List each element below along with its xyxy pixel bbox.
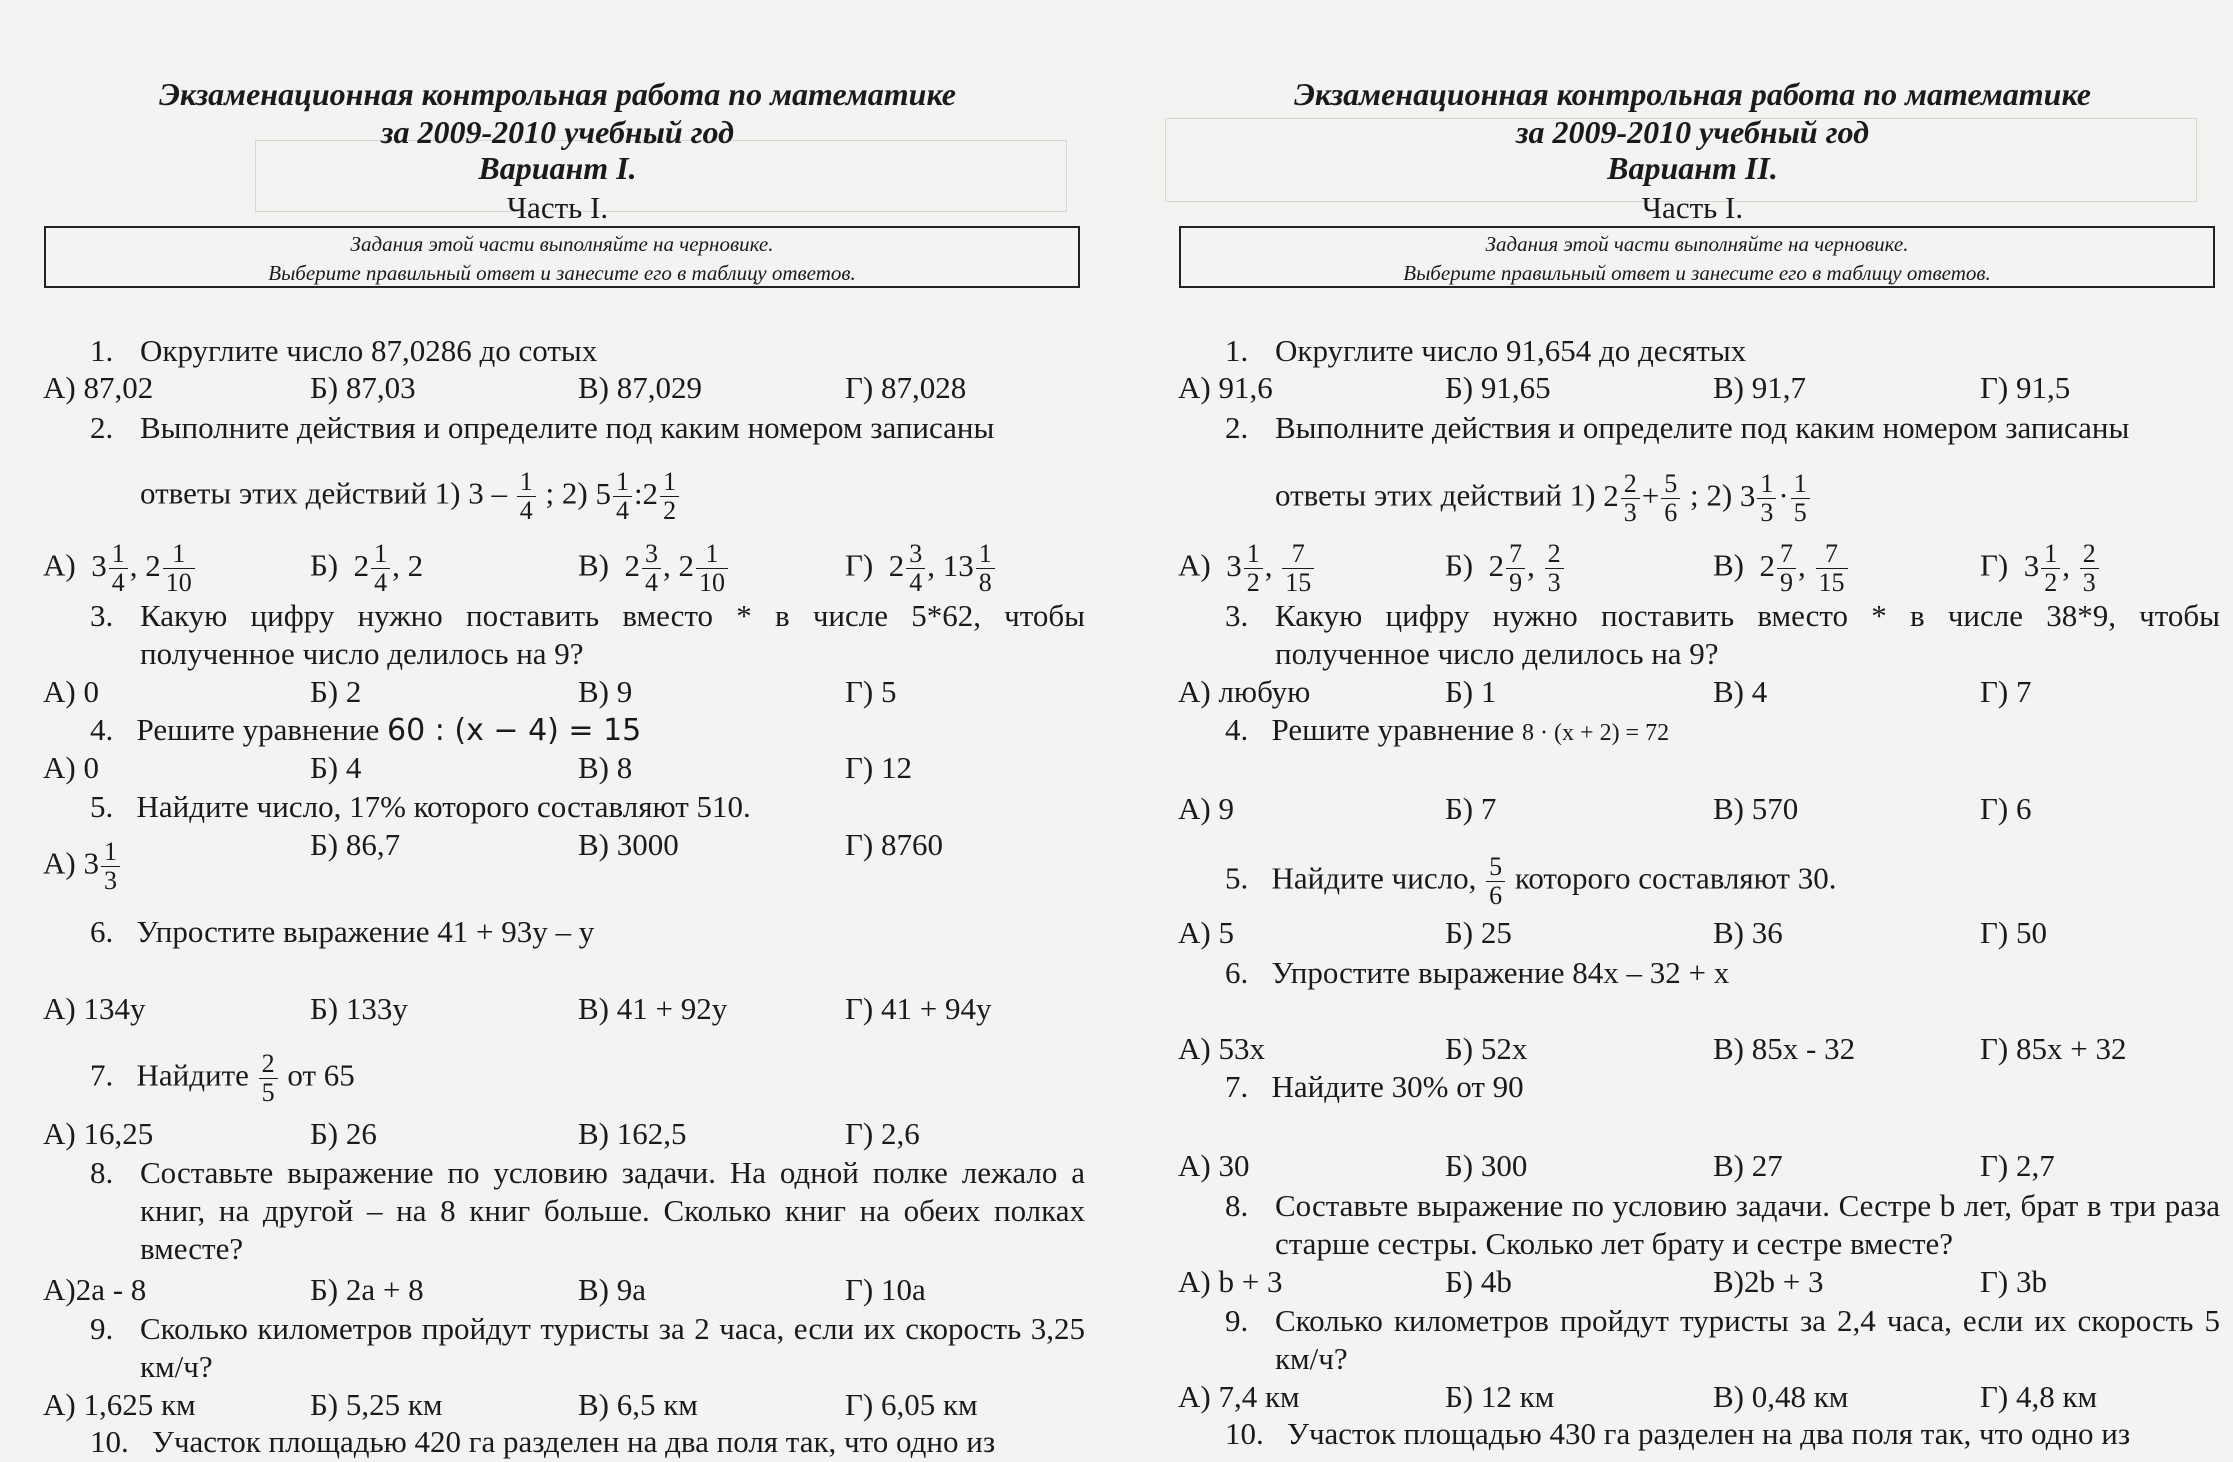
option-b: Б) 4b: [1445, 1264, 1512, 1299]
option-b: Б) 2a + 8: [310, 1272, 424, 1307]
question-text: Округлите число 87,0286 до сотых: [140, 333, 598, 368]
option-d: Г) 3 $\frac{1}{2}$ , $\frac{2}{3}$: [1980, 540, 2101, 597]
option-a: А) 0: [43, 750, 99, 785]
question-number: 8.: [1225, 1188, 1249, 1223]
option-c: В) 36: [1713, 915, 1783, 950]
option-d: Г) 4,8 км: [1980, 1379, 2098, 1414]
option-d: Г) 2 $\frac{3}{4}$ , 13 $\frac{1}{8}$: [845, 540, 997, 597]
question-7: 7. Найдите $\frac{2}{5}$ от 65: [90, 1049, 355, 1107]
question-text: Сколько километров пройдут туристы за 2,4 часа, если их скорость 5 км/ч?: [1275, 1303, 2220, 1376]
question-text: от 65: [287, 1057, 355, 1093]
question-10: [90, 1424, 995, 1460]
question-text: Решите уравнение: [1271, 712, 1515, 747]
question-10: [1225, 1416, 2130, 1452]
question-number: 3.: [90, 598, 114, 633]
question-text: Упростите выражение 41 + 93y – y: [136, 914, 595, 949]
option-d: Г) 2,6: [845, 1116, 920, 1151]
question-number: 9.: [1225, 1303, 1249, 1338]
exam-title: Экзаменационная контрольная работа по математике: [159, 76, 956, 112]
question-number: 6.: [1225, 955, 1249, 990]
question-8: [90, 1154, 1085, 1268]
question-6: [90, 914, 594, 950]
option-b: Б) 26: [310, 1116, 377, 1151]
option-b: Б) 91,65: [1445, 370, 1551, 405]
question-3: [1225, 597, 2220, 673]
question-2-expressions: ответы этих действий 1) 2 $\frac{2}{3}$ + $\frac{5}{6}$ ; 2) 3 $\frac{1}{3}$ · $\frac{1}{5}$: [1275, 470, 1812, 527]
option-a: А) 30: [1178, 1148, 1250, 1183]
option-d: Г) 41 + 94y: [845, 991, 992, 1026]
question-text: Найдите число, 17% которого составляют 510.: [136, 789, 751, 824]
option-a: А) 53x: [1178, 1031, 1265, 1066]
option-b: Б) 2: [310, 674, 362, 709]
question-number: 6.: [90, 914, 114, 949]
question-text: Найдите: [136, 1057, 249, 1093]
question-text: Найдите 30% от 90: [1271, 1069, 1524, 1104]
question-number: 9.: [90, 1311, 114, 1346]
option-c: В) 85x - 32: [1713, 1031, 1856, 1066]
option-a: А) 1,625 км: [43, 1387, 196, 1422]
question-4: [1225, 712, 1669, 751]
question-2: [1225, 409, 2220, 447]
question-number: 4.: [90, 712, 114, 747]
option-b: Б) 7: [1445, 791, 1497, 826]
instruction-line: Выберите правильный ответ и занесите его в таблицу ответов.: [1403, 261, 1991, 285]
question-text: Составьте выражение по условию задачи. Сестре b лет, брат в три раза старше сестры. Сколько лет брату и сестре вместе?: [1275, 1188, 2220, 1261]
question-2: [90, 409, 1085, 447]
question-7: [1225, 1069, 1524, 1105]
option-c: В) 27: [1713, 1148, 1783, 1183]
option-c: В) 570: [1713, 791, 1799, 826]
option-a: А) 91,6: [1178, 370, 1273, 405]
option-b: Б) 4: [310, 750, 362, 785]
question-text: Упростите выражение 84x – 32 + x: [1271, 955, 1730, 990]
option-d: Г) 91,5: [1980, 370, 2071, 405]
option-a: А) 9: [1178, 791, 1234, 826]
part-title: Часть I.: [1641, 190, 1744, 225]
option-b: Б) 2 $\frac{7}{9}$ , $\frac{2}{3}$: [1445, 540, 1566, 597]
option-c: В) 0,48 км: [1713, 1379, 1849, 1414]
question-5: [90, 789, 751, 825]
question-text: Участок площадью 430 га разделен на два поля так, что одно из: [1287, 1416, 2131, 1451]
question-6: [1225, 955, 1729, 991]
instruction-line: Задания этой части выполняйте на черновике.: [1485, 232, 1909, 256]
exam-variant: Вариант II.: [1607, 150, 1778, 186]
question-9: [1225, 1302, 2220, 1378]
question-number: 10.: [1225, 1416, 1264, 1451]
option-a: А) 5: [1178, 915, 1234, 950]
instruction-line: Выберите правильный ответ и занесите его в таблицу ответов.: [268, 261, 856, 285]
question-text: Округлите число 91,654 до десятых: [1275, 333, 1747, 368]
option-b: Б) 1: [1445, 674, 1497, 709]
question-8: [1225, 1187, 2220, 1263]
option-d: Г) 50: [1980, 915, 2047, 950]
option-c: В) 162,5: [578, 1116, 687, 1151]
question-text: Сколько километров пройдут туристы за 2 часа, если их скорость 3,25 км/ч?: [140, 1311, 1085, 1384]
question-text: Выполните действия и определите под каким номером записаны: [140, 410, 995, 445]
question-text: Какую цифру нужно поставить вместо * в числе 38*9, чтобы полученное число делилось на 9?: [1275, 598, 2220, 671]
option-d: Г) 2,7: [1980, 1148, 2055, 1183]
option-c: В) 87,029: [578, 370, 702, 405]
question-number: 8.: [90, 1155, 114, 1190]
option-a: А) 3 $\frac{1}{3}$: [43, 838, 122, 895]
option-c: В) 2 $\frac{3}{4}$ , 2 $\frac{1}{10}$: [578, 540, 730, 597]
question-text: Составьте выражение по условию задачи. На одной полке лежало a книг, на другой – на 8 книг больше. Сколько книг на обеих полках вместе?: [140, 1155, 1085, 1266]
option-d: Г) 5: [845, 674, 897, 709]
option-c: В) 9: [578, 674, 633, 709]
question-1: [1225, 332, 2220, 370]
question-text: Какую цифру нужно поставить вместо * в числе 5*62, чтобы полученное число делилось на 9?: [140, 598, 1085, 671]
option-d: Г) 6: [1980, 791, 2032, 826]
question-number: 1.: [90, 333, 114, 368]
option-c: В) 91,7: [1713, 370, 1806, 405]
instruction-line: Задания этой части выполняйте на черновике.: [350, 232, 774, 256]
exam-page-variant-1: [30, 0, 1085, 1462]
option-a: А) 7,4 км: [1178, 1379, 1300, 1414]
exam-title: Экзаменационная контрольная работа по математике: [1294, 76, 2091, 112]
exam-year: за 2009-2010 учебный год: [1516, 114, 1869, 150]
option-b: Б) 87,03: [310, 370, 416, 405]
exam-variant: Вариант I.: [478, 150, 637, 186]
option-b: Б) 300: [1445, 1148, 1528, 1183]
question-number: 4.: [1225, 712, 1249, 747]
question-4: [90, 712, 641, 749]
option-d: Г) 87,028: [845, 370, 967, 405]
option-c: В) 9a: [578, 1272, 647, 1307]
option-a: А) 3 $\frac{1}{2}$ , $\frac{7}{15}$: [1178, 540, 1316, 597]
option-d: Г) 8760: [845, 827, 943, 862]
question-text: ответы этих действий 1): [1275, 477, 1596, 513]
option-c: В)2b + 3: [1713, 1264, 1824, 1299]
equation: 8 · (x + 2) = 72: [1522, 720, 1670, 746]
option-a: А) b + 3: [1178, 1264, 1283, 1299]
option-c: В) 41 + 92y: [578, 991, 728, 1026]
separator: ; 2): [545, 475, 588, 511]
option-a: А) любую: [1178, 674, 1311, 709]
option-a: А) 16,25: [43, 1116, 154, 1151]
option-b: Б) 12 км: [1445, 1379, 1555, 1414]
question-text: Найдите число,: [1271, 860, 1477, 896]
question-number: 7.: [90, 1057, 114, 1093]
option-c: В) 3000: [578, 827, 679, 862]
question-9: [90, 1310, 1085, 1386]
option-a: А) 134y: [43, 991, 146, 1026]
question-text: ответы этих действий 1) 3 –: [140, 475, 507, 511]
question-5: 5. Найдите число, $\frac{5}{6}$ которого составляют 30.: [1225, 852, 1837, 910]
option-b: Б) 86,7: [310, 827, 401, 862]
instructions-box: [1179, 226, 2215, 288]
question-text: которого составляют 30.: [1514, 860, 1837, 896]
option-b: Б) 2 $\frac{1}{4}$ , 2: [310, 539, 424, 597]
question-2-expressions: ответы этих действий 1) 3 – $\frac{1}{4}$ ; 2) 5 $\frac{1}{4}$ :2 $\frac{1}{2}$: [140, 468, 681, 525]
option-c: В) 6,5 км: [578, 1387, 698, 1422]
instructions-box: [44, 226, 1080, 288]
option-a: А)2a - 8: [43, 1272, 147, 1307]
separator: ; 2): [1689, 477, 1733, 513]
question-number: 5.: [1225, 860, 1249, 896]
option-d: Г) 12: [845, 750, 912, 785]
question-text: Участок площадью 420 га разделен на два поля так, что одно из: [152, 1424, 996, 1459]
question-number: 5.: [90, 789, 114, 824]
option-d: Г) 7: [1980, 674, 2032, 709]
question-1: [90, 332, 1085, 370]
exam-page-variant-2: [1165, 0, 2220, 1462]
equation: 60 : (x − 4) = 15: [387, 713, 642, 748]
option-d: Г) 85x + 32: [1980, 1031, 2127, 1066]
question-number: 10.: [90, 1424, 129, 1459]
question-text: Решите уравнение: [136, 712, 380, 747]
question-number: 2.: [1225, 410, 1249, 445]
option-d: Г) 6,05 км: [845, 1387, 978, 1422]
question-3: [90, 597, 1085, 673]
option-a: А) 3 $\frac{1}{4}$ , 2 $\frac{1}{10}$: [43, 540, 197, 597]
option-b: Б) 25: [1445, 915, 1512, 950]
question-text: Выполните действия и определите под каким номером записаны: [1275, 410, 2130, 445]
question-number: 1.: [1225, 333, 1249, 368]
option-b: Б) 52x: [1445, 1031, 1528, 1066]
option-a: А) 87,02: [43, 370, 154, 405]
question-number: 2.: [90, 410, 114, 445]
question-number: 3.: [1225, 598, 1249, 633]
option-b: Б) 5,25 км: [310, 1387, 443, 1422]
option-c: В) 8: [578, 750, 633, 785]
question-number: 7.: [1225, 1069, 1249, 1104]
option-b: Б) 133y: [310, 991, 408, 1026]
part-title: Часть I.: [506, 190, 609, 225]
exam-year: за 2009-2010 учебный год: [381, 114, 734, 150]
option-c: В) 2 $\frac{7}{9}$ , $\frac{7}{15}$: [1713, 540, 1850, 597]
option-a: А) 0: [43, 674, 99, 709]
option-d: Г) 10a: [845, 1272, 926, 1307]
option-d: Г) 3b: [1980, 1264, 2047, 1299]
option-c: В) 4: [1713, 674, 1768, 709]
